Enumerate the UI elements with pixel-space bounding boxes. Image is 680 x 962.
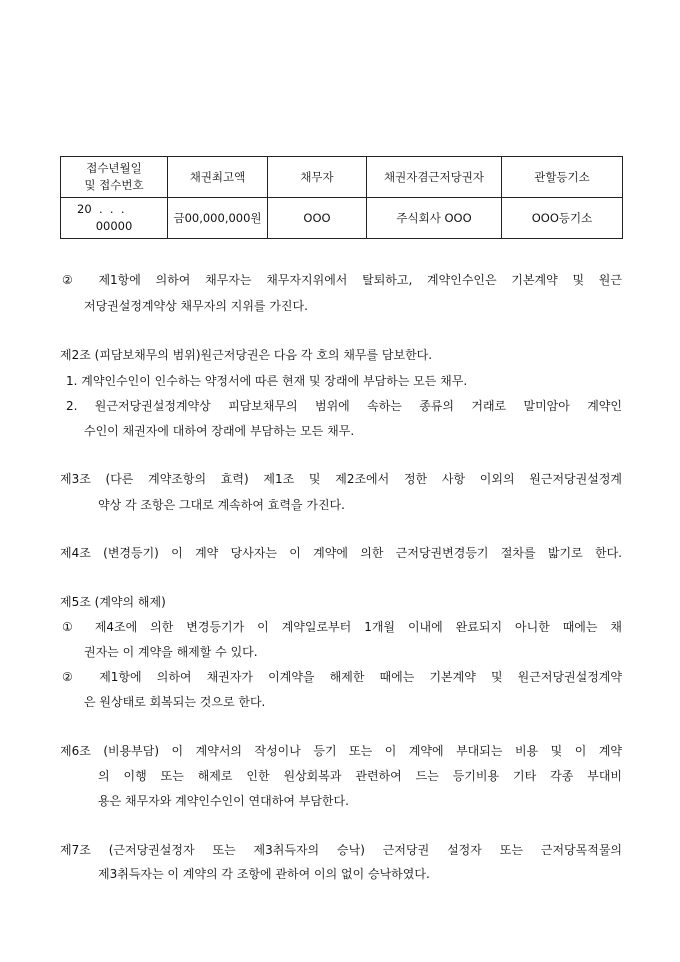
article-3-line2: 약상 각 조항은 그대로 계속하여 효력을 가진다. (98, 498, 345, 512)
article-5-item2-line1 (62, 669, 622, 685)
article-5-title: 제5조 (계약의 해제) (60, 595, 166, 609)
clause1-item2-line1 (62, 272, 622, 288)
article-5-item1-line2: 권자는 이 계약을 해제할 수 있다. (84, 645, 258, 659)
table-row (61, 198, 623, 239)
header-debtor: 채무자 (268, 157, 367, 198)
article-2-item1: 1. 계약인수인이 인수하는 약정서에 따른 현재 및 장래에 부담하는 모든 채무. (66, 374, 468, 388)
article-7-line1 (60, 842, 622, 858)
table-header-row (61, 157, 623, 198)
cell-receipt-date: 20 . . . (77, 202, 125, 216)
header-receipt-date (61, 157, 168, 198)
article-2-item2-line1-text: 2. 원근저당권설정계약상 피담보채무의 범위에 속하는 종류의 거래로 말미암아 계약인 (66, 399, 622, 413)
article-5-item2-line1-text: ② 제1항에 의하여 채권자가 이계약을 해제한 때에는 기본계약 및 원근저당권설정계약 (62, 670, 622, 684)
article-6-line2 (98, 768, 622, 784)
cell-receipt (61, 198, 168, 239)
header-creditor: 채권자겸근저당권자 (367, 157, 502, 198)
article-5-item1-line1-text: ① 제4조에 의한 변경등기가 이 계약일로부터 1개월 이내에 완료되지 아니한 때에는 채 (62, 620, 622, 634)
article-2-item2-line1 (66, 398, 622, 414)
article-2-title: 제2조 (피담보채무의 범위)원근저당권은 다음 각 호의 채무를 담보한다. (60, 348, 433, 362)
cell-amount: 금00,000,000원 (168, 198, 268, 239)
article-2-item2-line2: 수인이 채권자에 대하여 장래에 부담하는 모든 채무. (84, 424, 355, 438)
cell-creditor: 주식회사 OOO (367, 198, 502, 239)
header-receipt-date-line2: 및 접수번호 (84, 178, 144, 192)
header-max-amount: 채권최고액 (168, 157, 268, 198)
clause1-item2-line1-text: ② 제1항에 의하여 채무자는 채무자지위에서 탈퇴하고, 계약인수인은 기본계약 및 원근 (62, 273, 622, 287)
article-6-line3: 용은 채무자와 계약인수인이 연대하여 부담한다. (98, 794, 349, 808)
article-7-line1-text: 제7조 (근저당권설정자 또는 제3취득자의 승낙) 근저당권 설정자 또는 근저당목적물의 (60, 843, 622, 857)
article-6-line1 (60, 743, 622, 759)
cell-registry: OOO등기소 (502, 198, 623, 239)
article-3-line1-text: 제3조 (다른 계약조항의 효력) 제1조 및 제2조에서 정한 사항 이외의 원근저당권설정계 (60, 472, 622, 486)
cell-debtor: OOO (268, 198, 367, 239)
cell-receipt-number: 00000 (95, 219, 133, 233)
clause1-item2-line2: 저당권설정계약상 채무자의 지위를 가진다. (84, 299, 308, 313)
article-6-line1-text: 제6조 (비용부담) 이 계약서의 작성이나 등기 또는 이 계약에 부대되는 비용 및 이 계약 (60, 744, 622, 758)
article-5-item1-line1 (62, 619, 622, 635)
article-7-line2: 제3취득자는 이 계약의 각 조항에 관하여 이의 없이 승낙하였다. (98, 867, 430, 881)
registration-table (60, 156, 623, 239)
article-4-line1-text: 제4조 (변경등기) 이 계약 당사자는 이 계약에 의한 근저당권변경등기 절차를 밟기로 한다. (60, 546, 622, 560)
article-5-item2-line2: 은 원상태로 회복되는 것으로 한다. (84, 695, 266, 709)
header-registry: 관할등기소 (502, 157, 623, 198)
article-6-line2-text: 의 이행 또는 해제로 인한 원상회복과 관련하여 드는 등기비용 기타 각종 부대비 (98, 769, 622, 783)
header-receipt-date-line1: 접수년월일 (86, 161, 142, 175)
article-4-line1 (60, 545, 622, 561)
article-3-line1 (60, 471, 622, 487)
